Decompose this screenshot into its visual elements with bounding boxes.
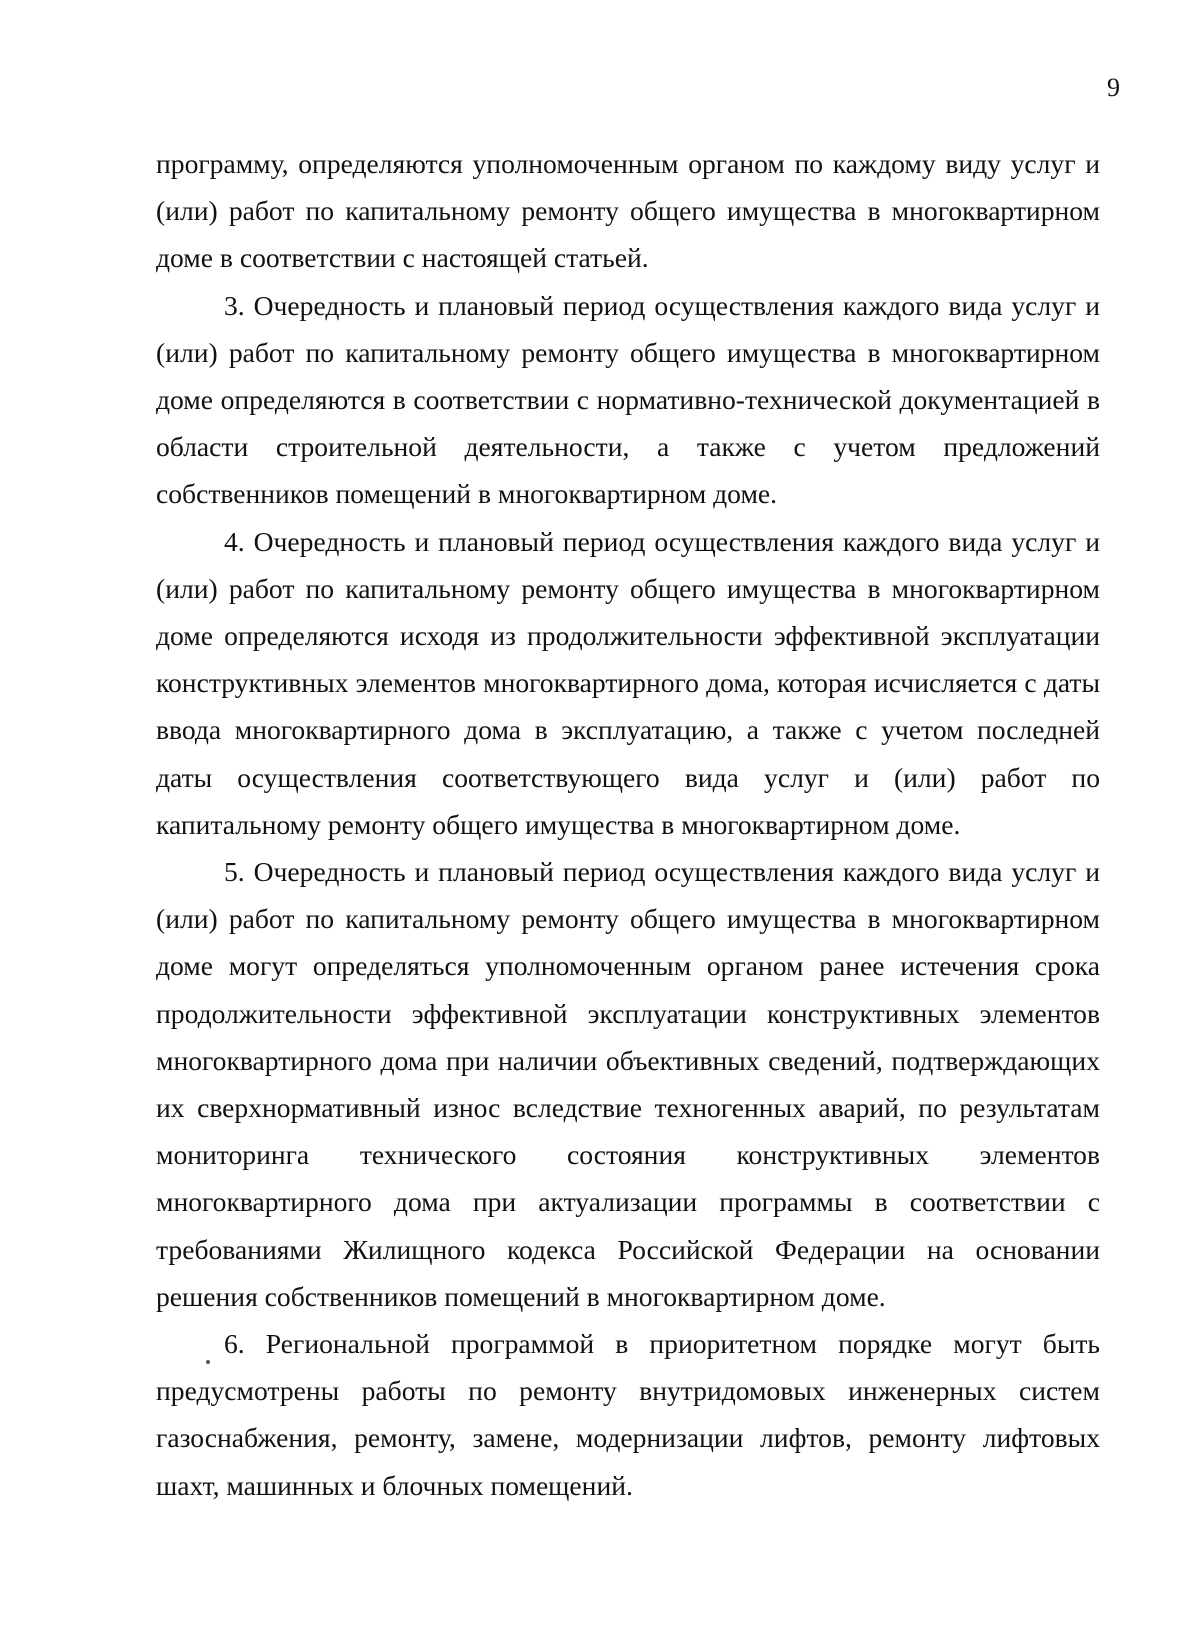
document-body: [156, 140, 1100, 1509]
paragraph-item-5: 5. Очередность и плановый период осуществления каждого вида услуг и (или) работ по капитальному ремонту общего имущества в многоквартирном доме могут определяться уполномоченным органом ранее истечения срока продолжительности эффективной эксплуатации конструктивных элементов многоквартирного дома при наличии объективных сведений, подтверждающих их сверхнормативный износ вследствие техногенных аварий, по результатам мониторинга технического состояния конструктивных элементов многоквартирного дома при актуализации программы в соответствии с требованиями Жилищного кодекса Российской Федерации на основании решения собственников помещений в многоквартирном доме.: [156, 856, 1100, 1312]
scan-dot: [206, 1360, 210, 1364]
page-number: 9: [1107, 73, 1120, 102]
paragraph-item-6: 6. Региональной программой в приоритетном порядке могут быть предусмотрены работы по ремонту внутридомовых инженерных систем газоснабжения, ремонту, замене, модернизации лифтов, ремонту лифтовых шахт, машинных и блочных помещений.: [156, 1328, 1100, 1501]
paragraph-item-4: 4. Очередность и плановый период осуществления каждого вида услуг и (или) работ по капитальному ремонту общего имущества в многоквартирном доме определяются исходя из продолжительности эффективной эксплуатации конструктивных элементов многоквартирного дома, которая исчисляется с даты ввода многоквартирного дома в эксплуатацию, а также с учетом последней даты осуществления соответствующего вида услуг и (или) работ по капитальному ремонту общего имущества в многоквартирном доме.: [156, 525, 1100, 840]
paragraph-continuation: программу, определяются уполномоченным органом по каждому виду услуг и (или) работ по капитальному ремонту общего имущества в многоквартирном доме в соответствии с настоящей статьей.: [156, 148, 1100, 274]
paragraph-item-3: 3. Очередность и плановый период осуществления каждого вида услуг и (или) работ по капитальному ремонту общего имущества в многоквартирном доме определяются в соответствии с нормативно-технической документацией в области строительной деятельности, а также с учетом предложений собственников помещений в многоквартирном доме.: [156, 289, 1100, 510]
